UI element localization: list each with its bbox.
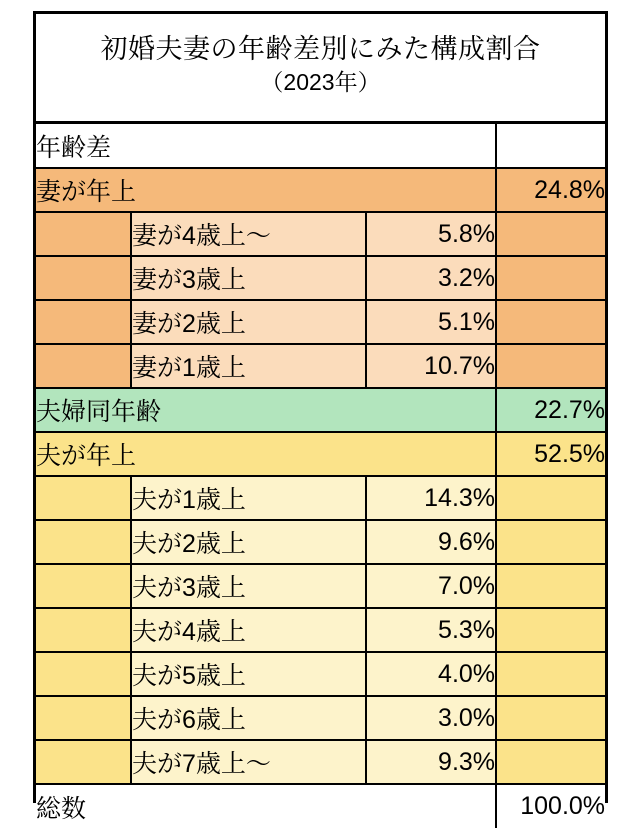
row-value: 7.0% (366, 564, 496, 608)
group-row-same-age (36, 388, 605, 432)
spacer-cell (36, 212, 131, 256)
group-label-husband-older: 夫が年上 (36, 432, 496, 476)
row-value: 5.1% (366, 300, 496, 344)
table-row (36, 696, 605, 740)
row-value: 14.3% (366, 476, 496, 520)
spacer-cell (496, 212, 605, 256)
row-value: 3.0% (366, 696, 496, 740)
group-label-same-age: 夫婦同年齢 (36, 388, 496, 432)
total-value: 100.0% (496, 784, 605, 828)
row-label: 妻が2歳上 (131, 300, 366, 344)
row-value: 3.2% (366, 256, 496, 300)
spacer-cell (496, 344, 605, 388)
row-value: 5.8% (366, 212, 496, 256)
row-value: 10.7% (366, 344, 496, 388)
table-row (36, 212, 605, 256)
spacer-cell (36, 256, 131, 300)
header-value-cell (496, 124, 605, 168)
table-row (36, 652, 605, 696)
spacer-cell (36, 652, 131, 696)
spacer-cell (496, 300, 605, 344)
row-label: 夫が4歳上 (131, 608, 366, 652)
spacer-cell (36, 300, 131, 344)
row-label: 妻が3歳上 (131, 256, 366, 300)
row-label: 夫が1歳上 (131, 476, 366, 520)
table-row (36, 740, 605, 784)
row-label: 夫が5歳上 (131, 652, 366, 696)
spacer-cell (36, 344, 131, 388)
group-row-wife-older (36, 168, 605, 212)
statistics-table (33, 11, 608, 823)
spacer-cell (36, 476, 131, 520)
data-table (36, 124, 605, 828)
row-value: 9.3% (366, 740, 496, 784)
group-total-same-age: 22.7% (496, 388, 605, 432)
table-row (36, 608, 605, 652)
spacer-cell (36, 564, 131, 608)
table-row (36, 256, 605, 300)
group-label-wife-older: 妻が年上 (36, 168, 496, 212)
row-label: 妻が4歳上〜 (131, 212, 366, 256)
spacer-cell (496, 520, 605, 564)
table-subtitle: （2023年） (260, 69, 381, 96)
group-total-wife-older: 24.8% (496, 168, 605, 212)
spacer-cell (36, 608, 131, 652)
spacer-cell (496, 476, 605, 520)
header-label-cell: 年齢差 (36, 124, 496, 168)
table-row (36, 520, 605, 564)
row-label: 夫が3歳上 (131, 564, 366, 608)
spacer-cell (36, 696, 131, 740)
row-label: 夫が2歳上 (131, 520, 366, 564)
spacer-cell (496, 652, 605, 696)
row-label: 妻が1歳上 (131, 344, 366, 388)
spacer-cell (496, 256, 605, 300)
group-row-husband-older (36, 432, 605, 476)
row-value: 5.3% (366, 608, 496, 652)
table-row (36, 300, 605, 344)
row-label: 夫が7歳上〜 (131, 740, 366, 784)
row-value: 4.0% (366, 652, 496, 696)
table-row (36, 564, 605, 608)
row-value: 9.6% (366, 520, 496, 564)
spacer-cell (36, 740, 131, 784)
spacer-cell (496, 564, 605, 608)
row-label: 夫が6歳上 (131, 696, 366, 740)
spacer-cell (496, 740, 605, 784)
table-title-block (36, 14, 605, 124)
table-header-row (36, 124, 605, 168)
group-total-husband-older: 52.5% (496, 432, 605, 476)
table-row (36, 476, 605, 520)
spacer-cell (36, 520, 131, 564)
total-label: 総数 (36, 784, 496, 828)
total-row (36, 784, 605, 828)
spacer-cell (496, 608, 605, 652)
spacer-cell (496, 696, 605, 740)
table-row (36, 344, 605, 388)
table-title: 初婚夫妻の年齢差別にみた構成割合 (100, 33, 541, 64)
